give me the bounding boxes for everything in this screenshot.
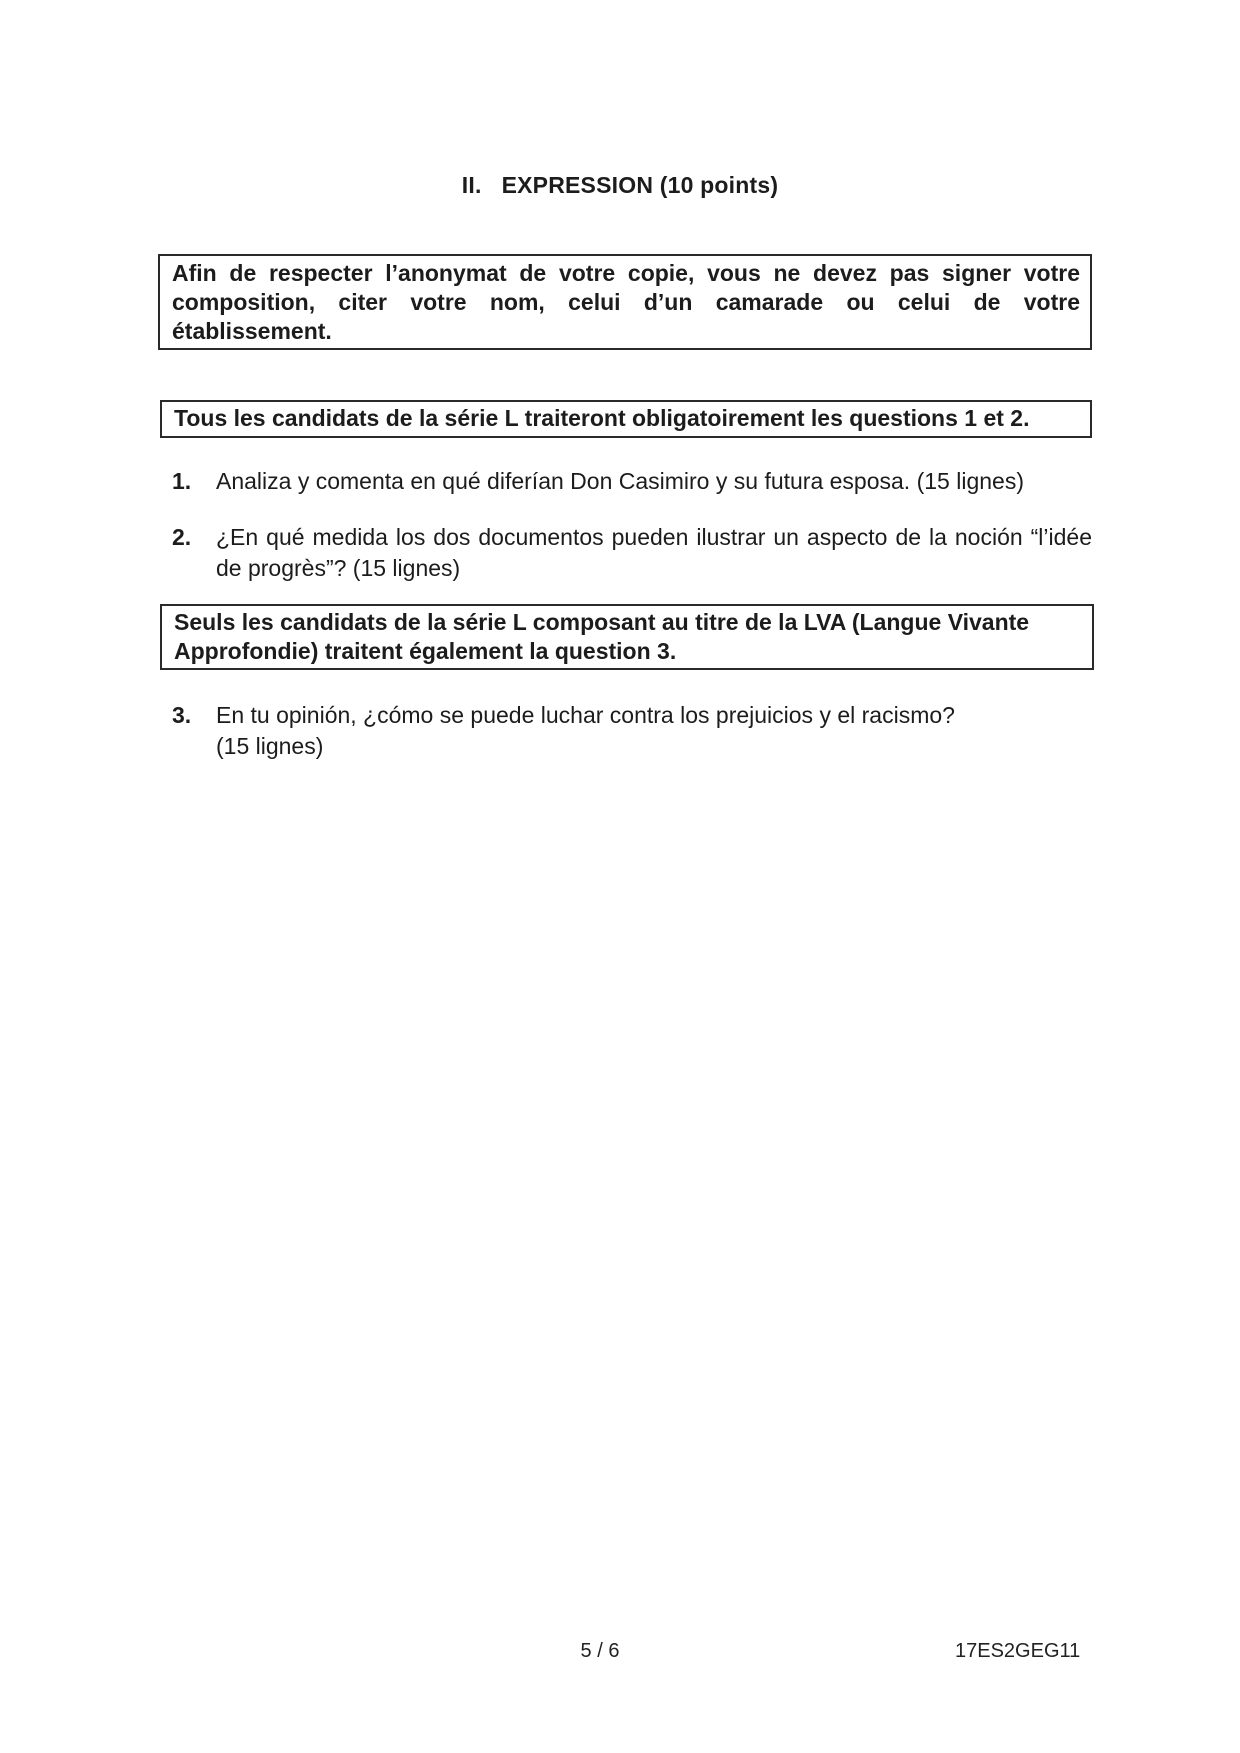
question-number: 3. xyxy=(172,702,192,728)
question-1 xyxy=(172,466,1092,497)
question-text-line-2: (15 lignes) xyxy=(216,733,324,759)
lva-notice-text: Seuls les candidats de la série L composant au titre de la LVA (Langue Vivante Approfondie) traitent également la question 3. xyxy=(174,609,1030,664)
question-2 xyxy=(172,522,1092,584)
anonymity-notice-line-3: établissement. xyxy=(172,318,332,344)
question-text-line-1: En tu opinión, ¿cómo se puede luchar contra los prejuicios y el racismo? xyxy=(216,702,955,728)
all-candidates-notice-text: Tous les candidats de la série L traiteront obligatoirement les questions 1 et 2. xyxy=(174,405,1030,431)
section-heading xyxy=(0,172,1240,199)
question-text xyxy=(216,700,1092,762)
section-number: II. xyxy=(461,172,482,198)
question-number: 1. xyxy=(172,468,192,494)
exam-code: 17ES2GEG11 xyxy=(955,1640,1081,1662)
all-candidates-notice-box xyxy=(160,400,1092,438)
page-number: 5 / 6 xyxy=(580,1640,620,1662)
anonymity-notice-box xyxy=(158,254,1092,350)
lva-notice-box xyxy=(160,604,1094,670)
question-text: Analiza y comenta en qué diferían Don Casimiro y su futura esposa. (15 lignes) xyxy=(216,468,1024,494)
question-text: ¿En qué medida los dos documentos pueden ilustrar un aspecto de la noción “l’idée de progrès”? (15 lignes) xyxy=(216,524,1092,581)
question-number: 2. xyxy=(172,524,192,550)
anonymity-notice-line-1: Afin de respecter l’anonymat de votre copie, vous ne devez pas signer votre xyxy=(172,260,1080,286)
section-title: EXPRESSION (10 points) xyxy=(501,172,779,198)
question-3 xyxy=(172,700,1092,762)
anonymity-notice-line-2: composition, citer votre nom, celui d’un camarade ou celui de votre xyxy=(172,289,1080,315)
